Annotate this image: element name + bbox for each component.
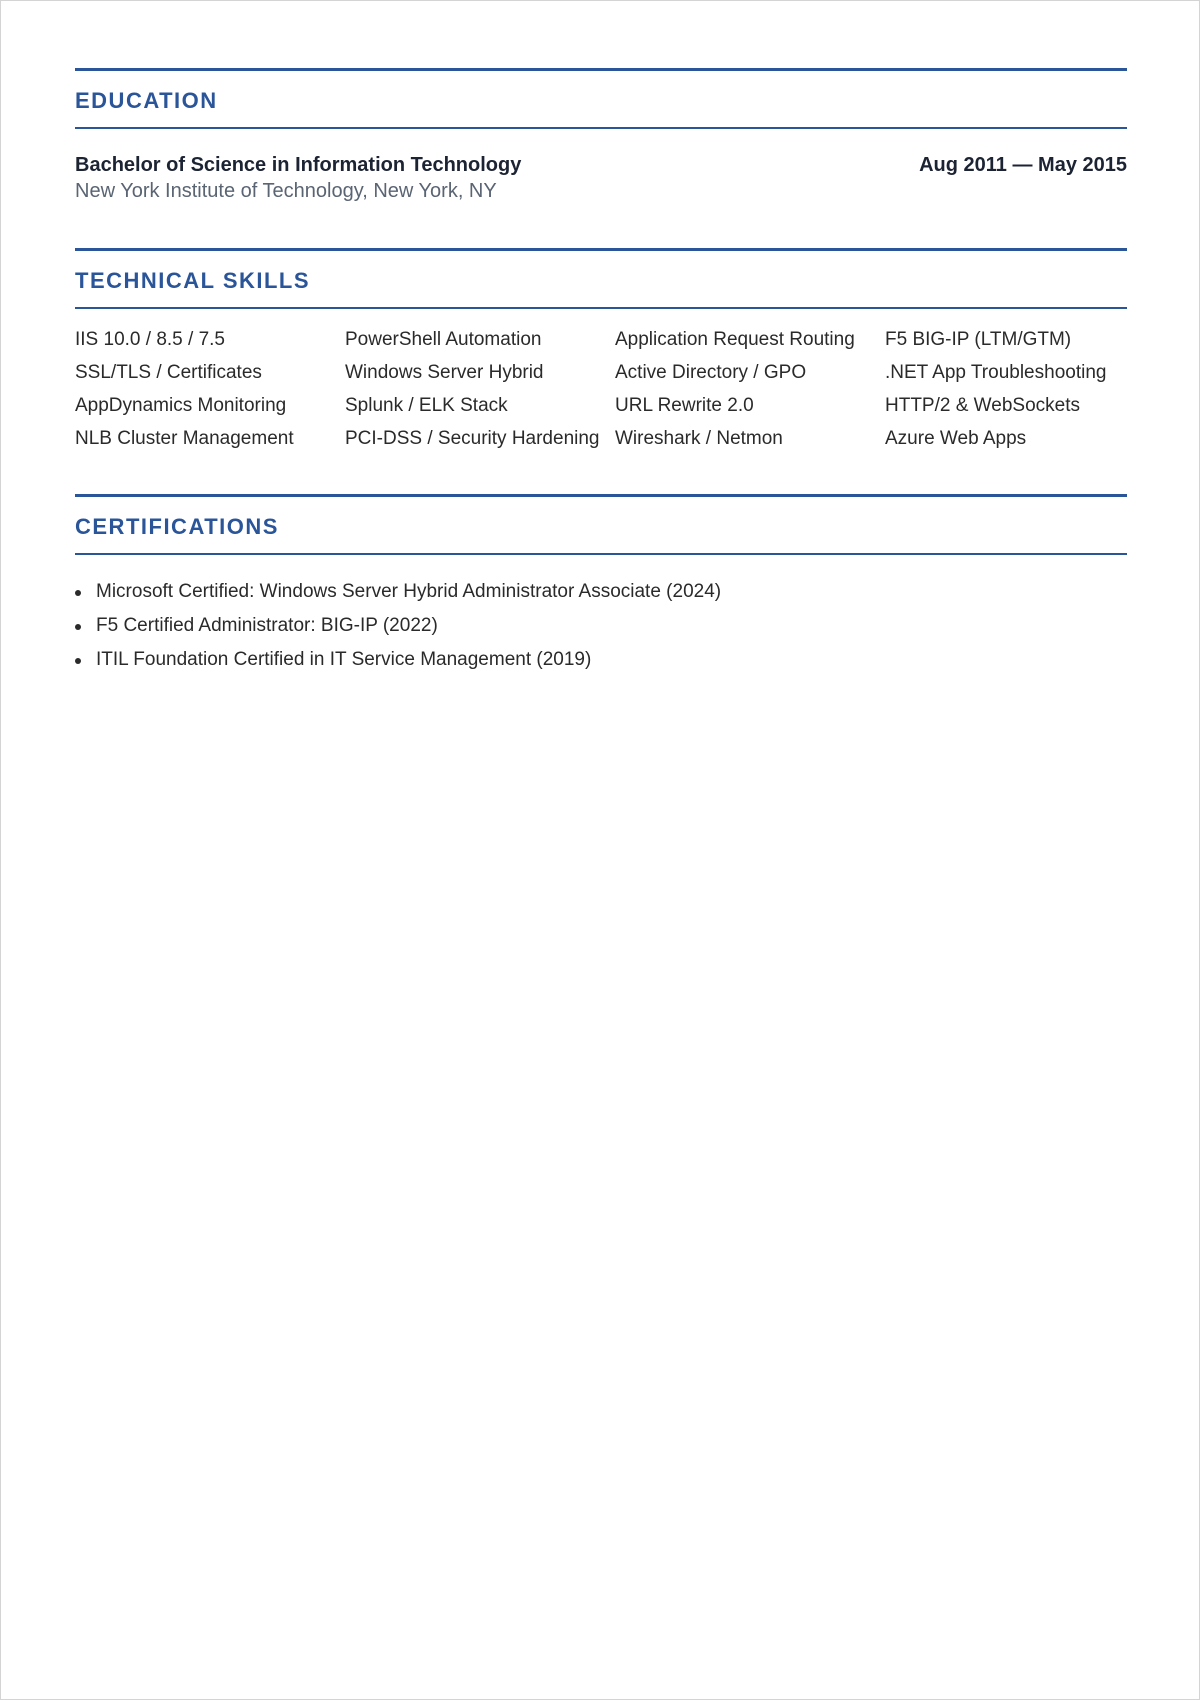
skills-heading: TECHNICAL SKILLS <box>75 268 311 293</box>
bullet-icon <box>75 624 81 630</box>
skill-item: URL Rewrite 2.0 <box>615 395 754 416</box>
skill-item: Windows Server Hybrid <box>345 362 544 383</box>
skill-item: Splunk / ELK Stack <box>345 395 508 416</box>
bullet-icon <box>75 658 81 664</box>
education-heading: EDUCATION <box>75 88 218 113</box>
certifications-list <box>75 580 1127 672</box>
skill-item: IIS 10.0 / 8.5 / 7.5 <box>75 329 225 350</box>
skills-grid <box>75 329 1127 450</box>
education-entry <box>75 129 1127 248</box>
skill-item: Wireshark / Netmon <box>615 428 783 449</box>
certification-item <box>75 614 1127 638</box>
bullet-icon <box>75 590 81 596</box>
certifications-block <box>75 555 1127 672</box>
certification-text: ITIL Foundation Certified in IT Service Management (2019) <box>96 649 592 670</box>
skill-item: AppDynamics Monitoring <box>75 395 287 416</box>
education-dates: Aug 2011 — May 2015 <box>919 154 1127 176</box>
skills-block <box>75 309 1127 494</box>
skill-item: Azure Web Apps <box>885 428 1027 449</box>
skill-item: PowerShell Automation <box>345 329 542 350</box>
skill-item: .NET App Troubleshooting <box>885 362 1107 383</box>
skill-item: SSL/TLS / Certificates <box>75 362 262 383</box>
resume-content <box>75 68 1127 682</box>
skill-item: Application Request Routing <box>615 329 855 350</box>
skill-item: NLB Cluster Management <box>75 428 294 449</box>
school-name: New York Institute of Technology, New York, NY <box>75 180 497 202</box>
certification-item <box>75 648 1127 672</box>
skill-item: PCI-DSS / Security Hardening <box>345 428 600 449</box>
skills-section <box>75 248 1127 494</box>
skill-item: Active Directory / GPO <box>615 362 807 383</box>
skill-item: HTTP/2 & WebSockets <box>885 395 1080 416</box>
certification-text: F5 Certified Administrator: BIG-IP (2022) <box>96 615 438 636</box>
degree-title: Bachelor of Science in Information Technology <box>75 154 522 176</box>
education-section <box>75 68 1127 248</box>
certifications-section <box>75 494 1127 672</box>
certifications-heading: CERTIFICATIONS <box>75 514 279 539</box>
education-entry-header <box>75 152 1127 178</box>
certification-item <box>75 580 1127 604</box>
certification-text: Microsoft Certified: Windows Server Hybrid Administrator Associate (2024) <box>96 581 722 602</box>
skill-item: F5 BIG-IP (LTM/GTM) <box>885 329 1072 350</box>
